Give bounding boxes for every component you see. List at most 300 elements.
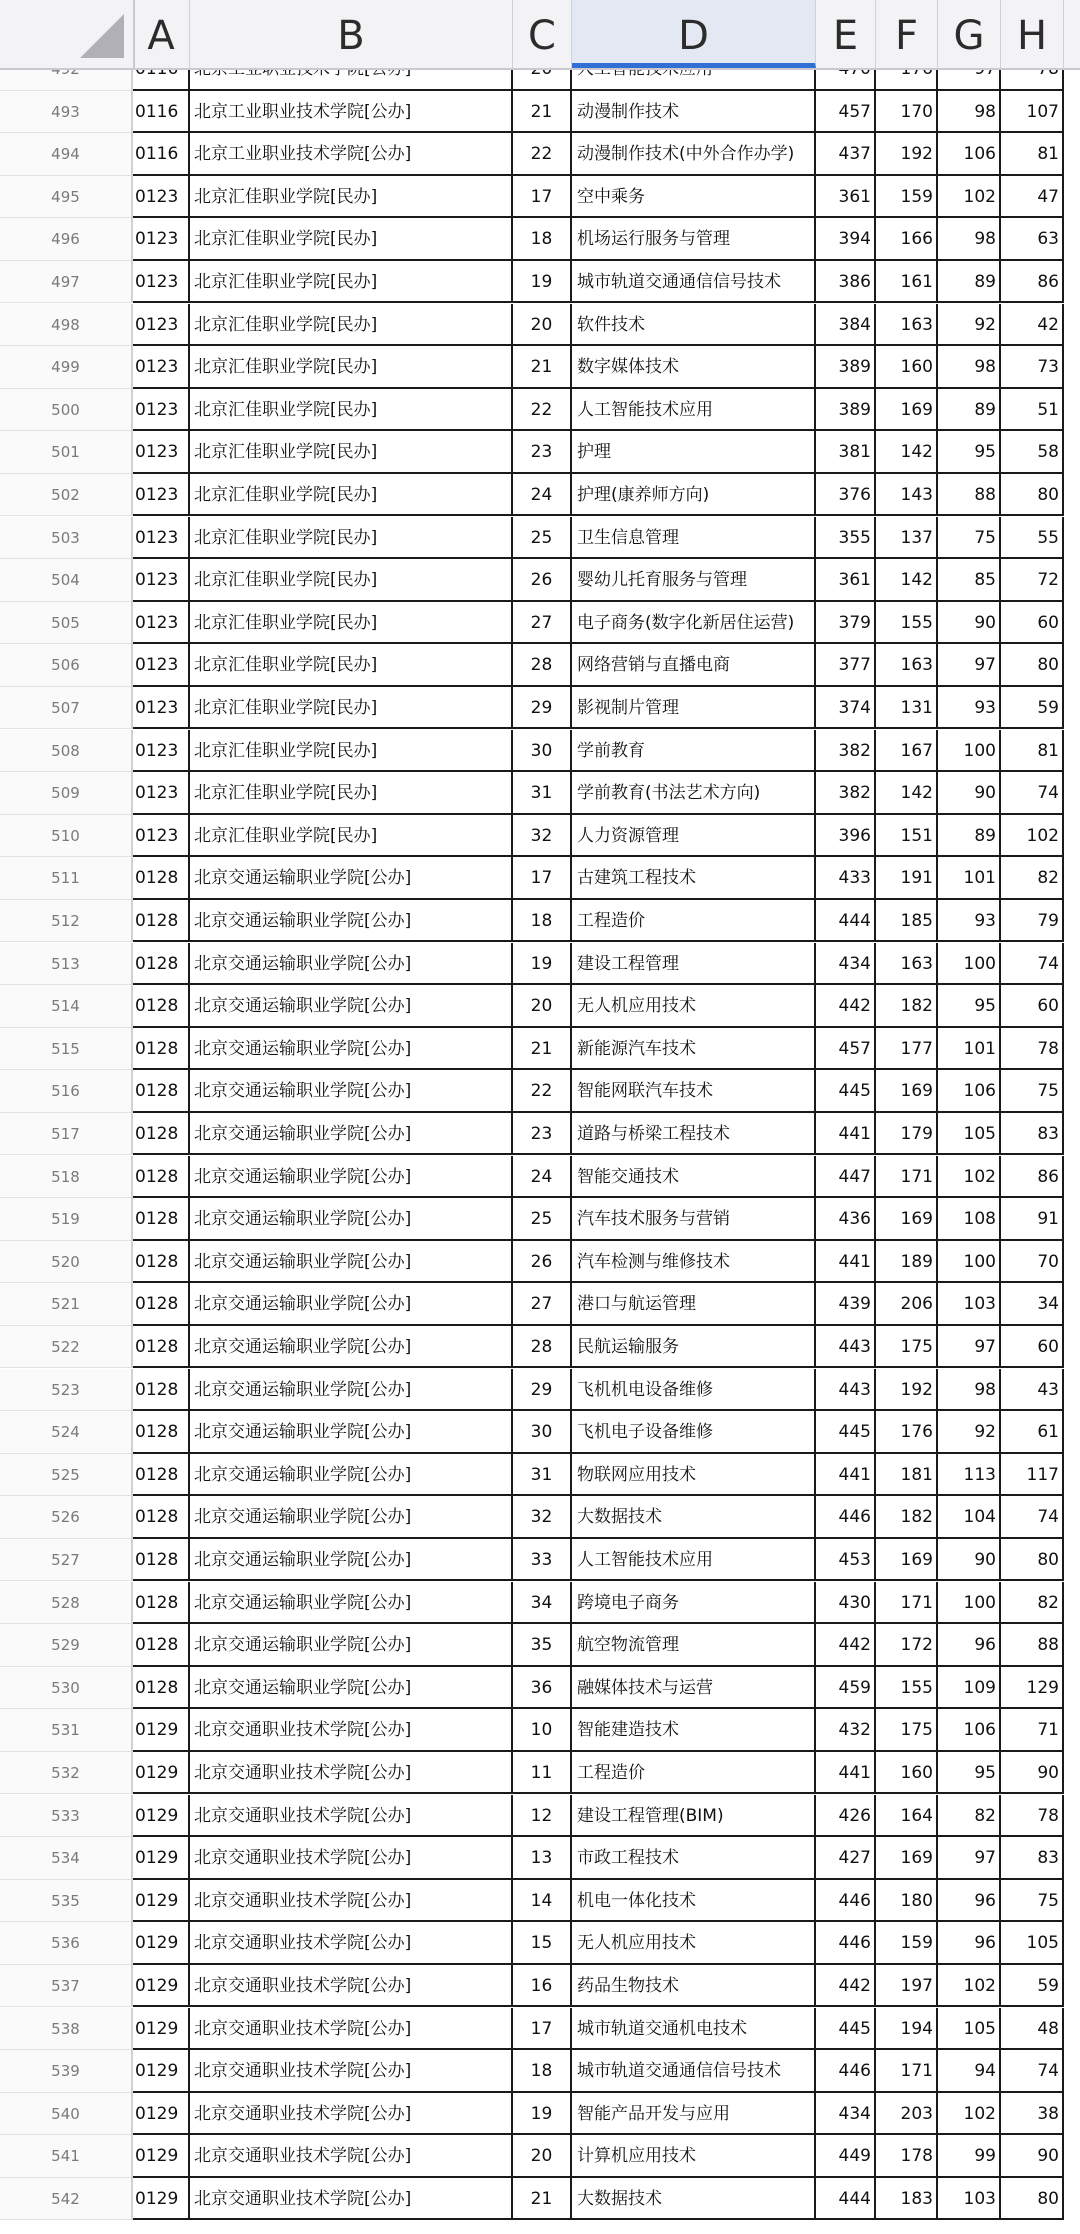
cell-a[interactable]: 0123 [133, 346, 190, 389]
cell-d[interactable]: 智能建造技术 [572, 1709, 816, 1752]
cell-a[interactable]: 0128 [133, 900, 190, 943]
cell-c[interactable]: 21 [513, 2178, 572, 2221]
cell-e[interactable]: 436 [816, 1198, 876, 1241]
cell-f[interactable]: 175 [876, 1709, 938, 1752]
cell-h[interactable]: 42 [1001, 304, 1064, 347]
cell-a[interactable]: 0128 [133, 1369, 190, 1412]
cell-c[interactable]: 19 [513, 943, 572, 986]
cell-e[interactable]: 442 [816, 1624, 876, 1667]
cell-g[interactable]: 100 [938, 730, 1001, 773]
cell-d[interactable]: 城市轨道交通通信信号技术 [572, 261, 816, 304]
cell-g[interactable]: 102 [938, 2093, 1001, 2136]
cell-e[interactable]: 449 [816, 2135, 876, 2178]
cell-h[interactable]: 75 [1001, 1880, 1064, 1923]
cell-d[interactable]: 无人机应用技术 [572, 1922, 816, 1965]
cell-e[interactable]: 446 [816, 2050, 876, 2093]
cell-f[interactable]: 181 [876, 1454, 938, 1497]
row-number[interactable]: 498 [0, 304, 133, 347]
cell-f[interactable]: 170 [876, 91, 938, 134]
cell-f[interactable]: 180 [876, 1880, 938, 1923]
cell-h[interactable]: 71 [1001, 1709, 1064, 1752]
cell-d[interactable]: 人工智能技术应用 [572, 389, 816, 432]
cell-a[interactable]: 0129 [133, 2178, 190, 2221]
cell-b[interactable]: 北京工业职业技术学院[公办] [190, 91, 513, 134]
cell-b[interactable]: 北京交通职业技术学院[公办] [190, 2178, 513, 2221]
cell-g[interactable]: 102 [938, 1156, 1001, 1199]
row-number[interactable]: 495 [0, 176, 133, 219]
row-number[interactable]: 504 [0, 559, 133, 602]
cell-c[interactable]: 34 [513, 1582, 572, 1625]
cell-g[interactable]: 90 [938, 772, 1001, 815]
cell-e[interactable]: 432 [816, 1709, 876, 1752]
cell-g[interactable]: 97 [938, 1326, 1001, 1369]
cell-g[interactable]: 113 [938, 1454, 1001, 1497]
cell-d[interactable]: 学前教育 [572, 730, 816, 773]
cell-h[interactable]: 82 [1001, 1582, 1064, 1625]
cell-g[interactable]: 100 [938, 943, 1001, 986]
cell-c[interactable]: 19 [513, 261, 572, 304]
cell-f[interactable]: 176 [876, 1411, 938, 1454]
cell-a[interactable]: 0123 [133, 559, 190, 602]
cell-b[interactable]: 北京交通职业技术学院[公办] [190, 2135, 513, 2178]
cell-g[interactable]: 89 [938, 815, 1001, 858]
cell-g[interactable]: 103 [938, 1283, 1001, 1326]
cell-c[interactable]: 21 [513, 91, 572, 134]
cell-h[interactable]: 91 [1001, 1198, 1064, 1241]
cell-c[interactable]: 23 [513, 431, 572, 474]
cell-g[interactable]: 106 [938, 133, 1001, 176]
cell-d[interactable]: 飞机电子设备维修 [572, 1411, 816, 1454]
cell-d[interactable]: 婴幼儿托育服务与管理 [572, 559, 816, 602]
cell-d[interactable]: 影视制片管理 [572, 687, 816, 730]
cell-g[interactable]: 90 [938, 602, 1001, 645]
cell-h[interactable]: 63 [1001, 218, 1064, 261]
cell-d[interactable]: 新能源汽车技术 [572, 1028, 816, 1071]
cell-b[interactable]: 北京交通运输职业学院[公办] [190, 1241, 513, 1284]
cell-a[interactable]: 0129 [133, 1880, 190, 1923]
cell-g[interactable]: 85 [938, 559, 1001, 602]
cell-g[interactable]: 98 [938, 218, 1001, 261]
cell-d[interactable]: 大数据技术 [572, 2178, 816, 2221]
cell-f[interactable]: 192 [876, 1369, 938, 1412]
cell-f[interactable]: 169 [876, 1070, 938, 1113]
row-number[interactable]: 522 [0, 1326, 133, 1369]
cell-d[interactable]: 汽车技术服务与营销 [572, 1198, 816, 1241]
row-number[interactable]: 514 [0, 985, 133, 1028]
row-number[interactable]: 534 [0, 1837, 133, 1880]
cell-b[interactable]: 北京交通运输职业学院[公办] [190, 1113, 513, 1156]
cell-c[interactable]: 26 [513, 559, 572, 602]
cell-d[interactable]: 融媒体技术与运营 [572, 1667, 816, 1710]
cell-g[interactable]: 93 [938, 687, 1001, 730]
cell-a[interactable]: 0128 [133, 1198, 190, 1241]
cell-a[interactable]: 0116 [133, 91, 190, 134]
cell-e[interactable]: 447 [816, 1156, 876, 1199]
cell-h[interactable]: 47 [1001, 176, 1064, 219]
cell-f[interactable]: 169 [876, 1198, 938, 1241]
cell-d[interactable]: 智能产品开发与应用 [572, 2093, 816, 2136]
cell-c[interactable]: 20 [513, 2135, 572, 2178]
cell-c[interactable]: 16 [513, 1965, 572, 2008]
cell-e[interactable]: 457 [816, 91, 876, 134]
cell-e[interactable]: 445 [816, 2008, 876, 2051]
cell-c[interactable]: 25 [513, 1198, 572, 1241]
cell-a[interactable]: 0123 [133, 517, 190, 560]
cell-f[interactable]: 175 [876, 1326, 938, 1369]
row-number[interactable]: 521 [0, 1283, 133, 1326]
cell-h[interactable]: 78 [1001, 1795, 1064, 1838]
cell-c[interactable]: 22 [513, 1070, 572, 1113]
cell-a[interactable]: 0129 [133, 2008, 190, 2051]
row-number[interactable]: 538 [0, 2008, 133, 2051]
cell-b[interactable]: 北京交通职业技术学院[公办] [190, 1709, 513, 1752]
cell-d[interactable]: 无人机应用技术 [572, 985, 816, 1028]
cell-d[interactable]: 护理 [572, 431, 816, 474]
cell-h[interactable]: 70 [1001, 1241, 1064, 1284]
cell-f[interactable]: 191 [876, 857, 938, 900]
cell-e[interactable]: 427 [816, 1837, 876, 1880]
cell-d[interactable]: 智能网联汽车技术 [572, 1070, 816, 1113]
row-number[interactable]: 515 [0, 1028, 133, 1071]
cell-c[interactable]: 24 [513, 474, 572, 517]
column-header-f[interactable]: F [876, 0, 938, 68]
cell-h[interactable]: 60 [1001, 602, 1064, 645]
cell-e[interactable]: 374 [816, 687, 876, 730]
cell-c[interactable]: 18 [513, 2050, 572, 2093]
cell-e[interactable]: 444 [816, 2178, 876, 2221]
cell-e[interactable]: 382 [816, 772, 876, 815]
cell-d[interactable]: 学前教育(书法艺术方向) [572, 772, 816, 815]
cell-c[interactable]: 22 [513, 389, 572, 432]
cell-a[interactable]: 0128 [133, 1624, 190, 1667]
cell-f[interactable]: 169 [876, 1837, 938, 1880]
cell-f[interactable]: 197 [876, 1965, 938, 2008]
cell-b[interactable]: 北京汇佳职业学院[民办] [190, 517, 513, 560]
cell-c[interactable]: 10 [513, 1709, 572, 1752]
cell-d[interactable]: 建设工程管理 [572, 943, 816, 986]
cell-b[interactable]: 北京汇佳职业学院[民办] [190, 218, 513, 261]
cell-c[interactable]: 11 [513, 1752, 572, 1795]
cell-h[interactable]: 79 [1001, 900, 1064, 943]
cell-f[interactable]: 171 [876, 2050, 938, 2093]
cell-g[interactable]: 104 [938, 1496, 1001, 1539]
cell-h[interactable]: 34 [1001, 1283, 1064, 1326]
cell-e[interactable]: 434 [816, 943, 876, 986]
cell-b[interactable]: 北京交通职业技术学院[公办] [190, 1752, 513, 1795]
cell-h[interactable]: 80 [1001, 644, 1064, 687]
cell-f[interactable]: 203 [876, 2093, 938, 2136]
row-number[interactable]: 532 [0, 1752, 133, 1795]
cell-b[interactable]: 北京交通运输职业学院[公办] [190, 1539, 513, 1582]
cell-a[interactable]: 0128 [133, 1496, 190, 1539]
cell-d[interactable]: 港口与航运管理 [572, 1283, 816, 1326]
cell-b[interactable]: 北京交通职业技术学院[公办] [190, 1795, 513, 1838]
cell-e[interactable]: 437 [816, 133, 876, 176]
cell-f[interactable]: 142 [876, 431, 938, 474]
cell-d[interactable]: 大数据技术 [572, 1496, 816, 1539]
cell-b[interactable]: 北京汇佳职业学院[民办] [190, 304, 513, 347]
cell-g[interactable]: 97 [938, 1837, 1001, 1880]
cell-e[interactable]: 446 [816, 1496, 876, 1539]
cell-f[interactable]: 169 [876, 1539, 938, 1582]
cell-d[interactable]: 护理(康养师方向) [572, 474, 816, 517]
cell-b[interactable]: 北京汇佳职业学院[民办] [190, 474, 513, 517]
cell-g[interactable]: 103 [938, 2178, 1001, 2221]
cell-a[interactable]: 0128 [133, 985, 190, 1028]
cell-e[interactable]: 441 [816, 1241, 876, 1284]
cell-b[interactable]: 北京工业职业技术学院[公办] [190, 133, 513, 176]
cell-a[interactable]: 0128 [133, 1283, 190, 1326]
cell-e[interactable]: 459 [816, 1667, 876, 1710]
cell-c[interactable]: 24 [513, 1156, 572, 1199]
cell-a[interactable]: 0128 [133, 1411, 190, 1454]
cell-a[interactable]: 0129 [133, 1795, 190, 1838]
cell-d[interactable]: 人工智能技术应用 [572, 1539, 816, 1582]
cell-f[interactable]: 182 [876, 985, 938, 1028]
cell-a[interactable]: 0128 [133, 1113, 190, 1156]
cell-h[interactable]: 80 [1001, 474, 1064, 517]
cell-g[interactable]: 96 [938, 1922, 1001, 1965]
cell-d[interactable]: 古建筑工程技术 [572, 857, 816, 900]
cell-c[interactable]: 36 [513, 1667, 572, 1710]
cell-b[interactable]: 北京交通运输职业学院[公办] [190, 1156, 513, 1199]
cell-a[interactable]: 0123 [133, 261, 190, 304]
cell-e[interactable]: 445 [816, 1411, 876, 1454]
cell-c[interactable]: 17 [513, 2008, 572, 2051]
column-header-g[interactable]: G [938, 0, 1001, 68]
cell-d[interactable]: 计算机应用技术 [572, 2135, 816, 2178]
cell-a[interactable]: 0128 [133, 857, 190, 900]
cell-a[interactable]: 0129 [133, 1752, 190, 1795]
cell-f[interactable]: 163 [876, 943, 938, 986]
cell-b[interactable]: 北京交通职业技术学院[公办] [190, 1922, 513, 1965]
cell-a[interactable]: 0129 [133, 2093, 190, 2136]
cell-c[interactable]: 25 [513, 517, 572, 560]
cell-g[interactable]: 96 [938, 1624, 1001, 1667]
cell-f[interactable]: 159 [876, 1922, 938, 1965]
cell-c[interactable]: 28 [513, 1326, 572, 1369]
cell-e[interactable]: 445 [816, 1070, 876, 1113]
cell-h[interactable]: 86 [1001, 1156, 1064, 1199]
row-number[interactable]: 525 [0, 1454, 133, 1497]
row-number[interactable]: 541 [0, 2135, 133, 2178]
row-number[interactable]: 503 [0, 517, 133, 560]
cell-e[interactable]: 434 [816, 2093, 876, 2136]
cell-g[interactable]: 90 [938, 1539, 1001, 1582]
cell-b[interactable]: 北京汇佳职业学院[民办] [190, 772, 513, 815]
cell-h[interactable]: 60 [1001, 1326, 1064, 1369]
cell-g[interactable]: 100 [938, 1241, 1001, 1284]
cell-h[interactable]: 102 [1001, 815, 1064, 858]
row-number[interactable]: 519 [0, 1198, 133, 1241]
cell-d[interactable]: 道路与桥梁工程技术 [572, 1113, 816, 1156]
cell-g[interactable]: 89 [938, 389, 1001, 432]
cell-e[interactable]: 361 [816, 559, 876, 602]
row-number[interactable]: 529 [0, 1624, 133, 1667]
cell-e[interactable]: 433 [816, 857, 876, 900]
cell-h[interactable]: 61 [1001, 1411, 1064, 1454]
cell-a[interactable]: 0123 [133, 304, 190, 347]
cell-f[interactable]: 171 [876, 1156, 938, 1199]
row-number[interactable]: 500 [0, 389, 133, 432]
cell-g[interactable]: 97 [938, 644, 1001, 687]
cell-b[interactable]: 北京汇佳职业学院[民办] [190, 559, 513, 602]
cell-b[interactable]: 北京汇佳职业学院[民办] [190, 346, 513, 389]
cell-b[interactable]: 北京交通运输职业学院[公办] [190, 1070, 513, 1113]
cell-g[interactable]: 96 [938, 1880, 1001, 1923]
cell-h[interactable]: 51 [1001, 389, 1064, 432]
cell-g[interactable]: 101 [938, 1028, 1001, 1071]
column-header-a[interactable]: A [133, 0, 190, 68]
cell-f[interactable]: 172 [876, 1624, 938, 1667]
cell-a[interactable]: 0123 [133, 474, 190, 517]
row-number[interactable]: 524 [0, 1411, 133, 1454]
cell-b[interactable]: 北京交通运输职业学院[公办] [190, 1283, 513, 1326]
cell-e[interactable]: 379 [816, 602, 876, 645]
cell-c[interactable]: 13 [513, 1837, 572, 1880]
cell-e[interactable]: 443 [816, 1326, 876, 1369]
row-number[interactable]: 533 [0, 1795, 133, 1838]
cell-f[interactable]: 182 [876, 1496, 938, 1539]
cell-b[interactable]: 北京汇佳职业学院[民办] [190, 815, 513, 858]
cell-h[interactable]: 117 [1001, 1454, 1064, 1497]
cell-b[interactable]: 北京交通职业技术学院[公办] [190, 1880, 513, 1923]
cell-d[interactable]: 空中乘务 [572, 176, 816, 219]
cell-g[interactable]: 100 [938, 1582, 1001, 1625]
cell-a[interactable]: 0123 [133, 687, 190, 730]
cell-a[interactable]: 0123 [133, 176, 190, 219]
row-number[interactable]: 509 [0, 772, 133, 815]
cell-c[interactable]: 15 [513, 1922, 572, 1965]
cell-d[interactable]: 民航运输服务 [572, 1326, 816, 1369]
cell-e[interactable]: 442 [816, 985, 876, 1028]
cell-a[interactable]: 0129 [133, 2135, 190, 2178]
cell-d[interactable]: 工程造价 [572, 900, 816, 943]
cell-h[interactable]: 60 [1001, 985, 1064, 1028]
cell-h[interactable]: 59 [1001, 1965, 1064, 2008]
cell-b[interactable]: 北京汇佳职业学院[民办] [190, 389, 513, 432]
cell-c[interactable]: 28 [513, 644, 572, 687]
cell-f[interactable]: 163 [876, 644, 938, 687]
cell-c[interactable]: 18 [513, 900, 572, 943]
cell-a[interactable]: 0128 [133, 1582, 190, 1625]
cell-a[interactable]: 0123 [133, 772, 190, 815]
cell-e[interactable]: 441 [816, 1752, 876, 1795]
cell-d[interactable]: 人力资源管理 [572, 815, 816, 858]
cell-b[interactable]: 北京交通职业技术学院[公办] [190, 1965, 513, 2008]
cell-d[interactable]: 飞机机电设备维修 [572, 1369, 816, 1412]
cell-b[interactable]: 北京交通运输职业学院[公办] [190, 1582, 513, 1625]
cell-e[interactable]: 426 [816, 1795, 876, 1838]
cell-d[interactable]: 智能交通技术 [572, 1156, 816, 1199]
cell-c[interactable]: 20 [513, 304, 572, 347]
row-number[interactable]: 528 [0, 1582, 133, 1625]
column-header-h[interactable]: H [1001, 0, 1064, 68]
row-number[interactable]: 523 [0, 1369, 133, 1412]
cell-b[interactable]: 北京交通职业技术学院[公办] [190, 2008, 513, 2051]
column-header-c[interactable]: C [513, 0, 572, 68]
cell-g[interactable]: 99 [938, 2135, 1001, 2178]
cell-h[interactable]: 90 [1001, 2135, 1064, 2178]
cell-e[interactable]: 441 [816, 1113, 876, 1156]
cell-c[interactable]: 30 [513, 730, 572, 773]
row-number[interactable]: 505 [0, 602, 133, 645]
cell-c[interactable]: 26 [513, 1241, 572, 1284]
cell-b[interactable]: 北京交通职业技术学院[公办] [190, 2093, 513, 2136]
cell-g[interactable]: 95 [938, 1752, 1001, 1795]
cell-g[interactable]: 75 [938, 517, 1001, 560]
row-number[interactable]: 506 [0, 644, 133, 687]
cell-f[interactable]: 164 [876, 1795, 938, 1838]
cell-f[interactable]: 163 [876, 304, 938, 347]
cell-d[interactable]: 跨境电子商务 [572, 1582, 816, 1625]
cell-f[interactable]: 171 [876, 1582, 938, 1625]
cell-f[interactable]: 131 [876, 687, 938, 730]
cell-c[interactable]: 33 [513, 1539, 572, 1582]
cell-a[interactable]: 0123 [133, 431, 190, 474]
cell-c[interactable]: 17 [513, 857, 572, 900]
cell-c[interactable]: 32 [513, 1496, 572, 1539]
cell-a[interactable]: 0129 [133, 1837, 190, 1880]
cell-h[interactable]: 80 [1001, 2178, 1064, 2221]
row-number[interactable]: 513 [0, 943, 133, 986]
cell-g[interactable]: 82 [938, 1795, 1001, 1838]
row-number[interactable]: 542 [0, 2178, 133, 2221]
cell-f[interactable]: 177 [876, 1028, 938, 1071]
cell-g[interactable]: 98 [938, 346, 1001, 389]
column-header-d[interactable]: D [572, 0, 816, 68]
cell-e[interactable]: 361 [816, 176, 876, 219]
cell-a[interactable]: 0128 [133, 1070, 190, 1113]
cell-a[interactable]: 0128 [133, 1667, 190, 1710]
cell-g[interactable]: 98 [938, 91, 1001, 134]
cell-f[interactable]: 151 [876, 815, 938, 858]
cell-h[interactable]: 81 [1001, 133, 1064, 176]
cell-a[interactable]: 0128 [133, 1539, 190, 1582]
cell-a[interactable]: 0123 [133, 644, 190, 687]
cell-h[interactable]: 74 [1001, 1496, 1064, 1539]
row-number[interactable]: 493 [0, 91, 133, 134]
cell-b[interactable]: 北京汇佳职业学院[民办] [190, 644, 513, 687]
cell-a[interactable]: 0116 [133, 133, 190, 176]
cell-g[interactable]: 88 [938, 474, 1001, 517]
cell-g[interactable]: 92 [938, 304, 1001, 347]
cell-f[interactable]: 155 [876, 1667, 938, 1710]
cell-h[interactable]: 58 [1001, 431, 1064, 474]
cell-a[interactable]: 0129 [133, 1709, 190, 1752]
row-number[interactable]: 535 [0, 1880, 133, 1923]
cell-f[interactable]: 161 [876, 261, 938, 304]
cell-d[interactable]: 药品生物技术 [572, 1965, 816, 2008]
row-number[interactable]: 520 [0, 1241, 133, 1284]
cell-d[interactable]: 机场运行服务与管理 [572, 218, 816, 261]
cell-e[interactable]: 430 [816, 1582, 876, 1625]
row-number[interactable]: 526 [0, 1496, 133, 1539]
cell-g[interactable]: 95 [938, 985, 1001, 1028]
row-number[interactable]: 518 [0, 1156, 133, 1199]
row-number[interactable]: 530 [0, 1667, 133, 1710]
cell-c[interactable]: 23 [513, 1113, 572, 1156]
cell-e[interactable]: 446 [816, 1880, 876, 1923]
cell-g[interactable]: 95 [938, 431, 1001, 474]
cell-d[interactable]: 航空物流管理 [572, 1624, 816, 1667]
row-number[interactable]: 517 [0, 1113, 133, 1156]
cell-c[interactable]: 20 [513, 985, 572, 1028]
cell-f[interactable]: 169 [876, 389, 938, 432]
cell-a[interactable]: 0123 [133, 815, 190, 858]
row-number[interactable]: 508 [0, 730, 133, 773]
cell-b[interactable]: 北京交通运输职业学院[公办] [190, 943, 513, 986]
